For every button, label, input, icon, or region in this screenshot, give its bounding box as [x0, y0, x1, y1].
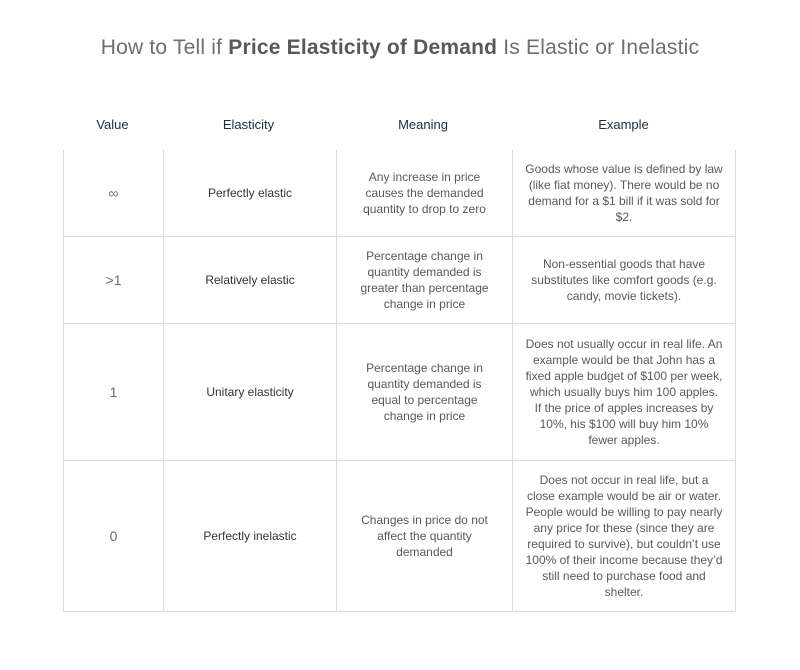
meaning-cell: Changes in price do not affect the quantity demanded: [336, 461, 512, 611]
table-row: [64, 324, 735, 461]
header-example: Example: [598, 117, 649, 132]
table-header: [63, 115, 736, 135]
elasticity-cell: Perfectly elastic: [163, 150, 336, 236]
title-suffix: Is Elastic or Inelastic: [497, 36, 700, 59]
value-cell: 1: [109, 384, 118, 400]
example-cell: Does not usually occur in real life. An example would be that John has a fixed apple budget of $100 per week, which usually buys him 100 apples. If the price of apples increases by 10%, his $100 will buy him 10% fewer apples.: [512, 324, 735, 460]
table-row: [64, 150, 735, 237]
value-cell: ∞: [108, 185, 119, 201]
table-row: [64, 461, 735, 611]
header-elasticity: Elasticity: [222, 117, 275, 132]
header-meaning: Meaning: [398, 117, 448, 132]
elasticity-cell: Unitary elasticity: [163, 324, 336, 460]
title-prefix: How to Tell if: [100, 36, 229, 59]
table-row: [64, 237, 735, 324]
elasticity-cell: Relatively elastic: [163, 237, 336, 323]
value-cell: 0: [109, 528, 118, 544]
header-value: Value: [96, 117, 129, 132]
example-cell: Does not occur in real life, but a close example would be air or water. People would be willing to pay nearly any price for these (since they are required to survive), but couldn’t use 100% of their income because they’d still need to purchase food and shelter.: [512, 461, 735, 611]
meaning-cell: Percentage change in quantity demanded is greater than percentage change in price: [336, 237, 512, 323]
elasticity-table: [63, 150, 736, 612]
meaning-cell: Any increase in price causes the demanded quantity to drop to zero: [336, 150, 512, 236]
meaning-cell: Percentage change in quantity demanded is equal to percentage change in price: [336, 324, 512, 460]
title-emphasis: Price Elasticity of Demand: [228, 36, 498, 59]
page-title: [0, 36, 800, 60]
example-cell: Goods whose value is defined by law (like fiat money). There would be no demand for a $1 bill if it was sold for $2.: [512, 150, 735, 236]
example-cell: Non-essential goods that have substitutes like comfort goods (e.g. candy, movie tickets).: [512, 237, 735, 323]
elasticity-cell: Perfectly inelastic: [163, 461, 336, 611]
value-cell: >1: [105, 272, 122, 288]
